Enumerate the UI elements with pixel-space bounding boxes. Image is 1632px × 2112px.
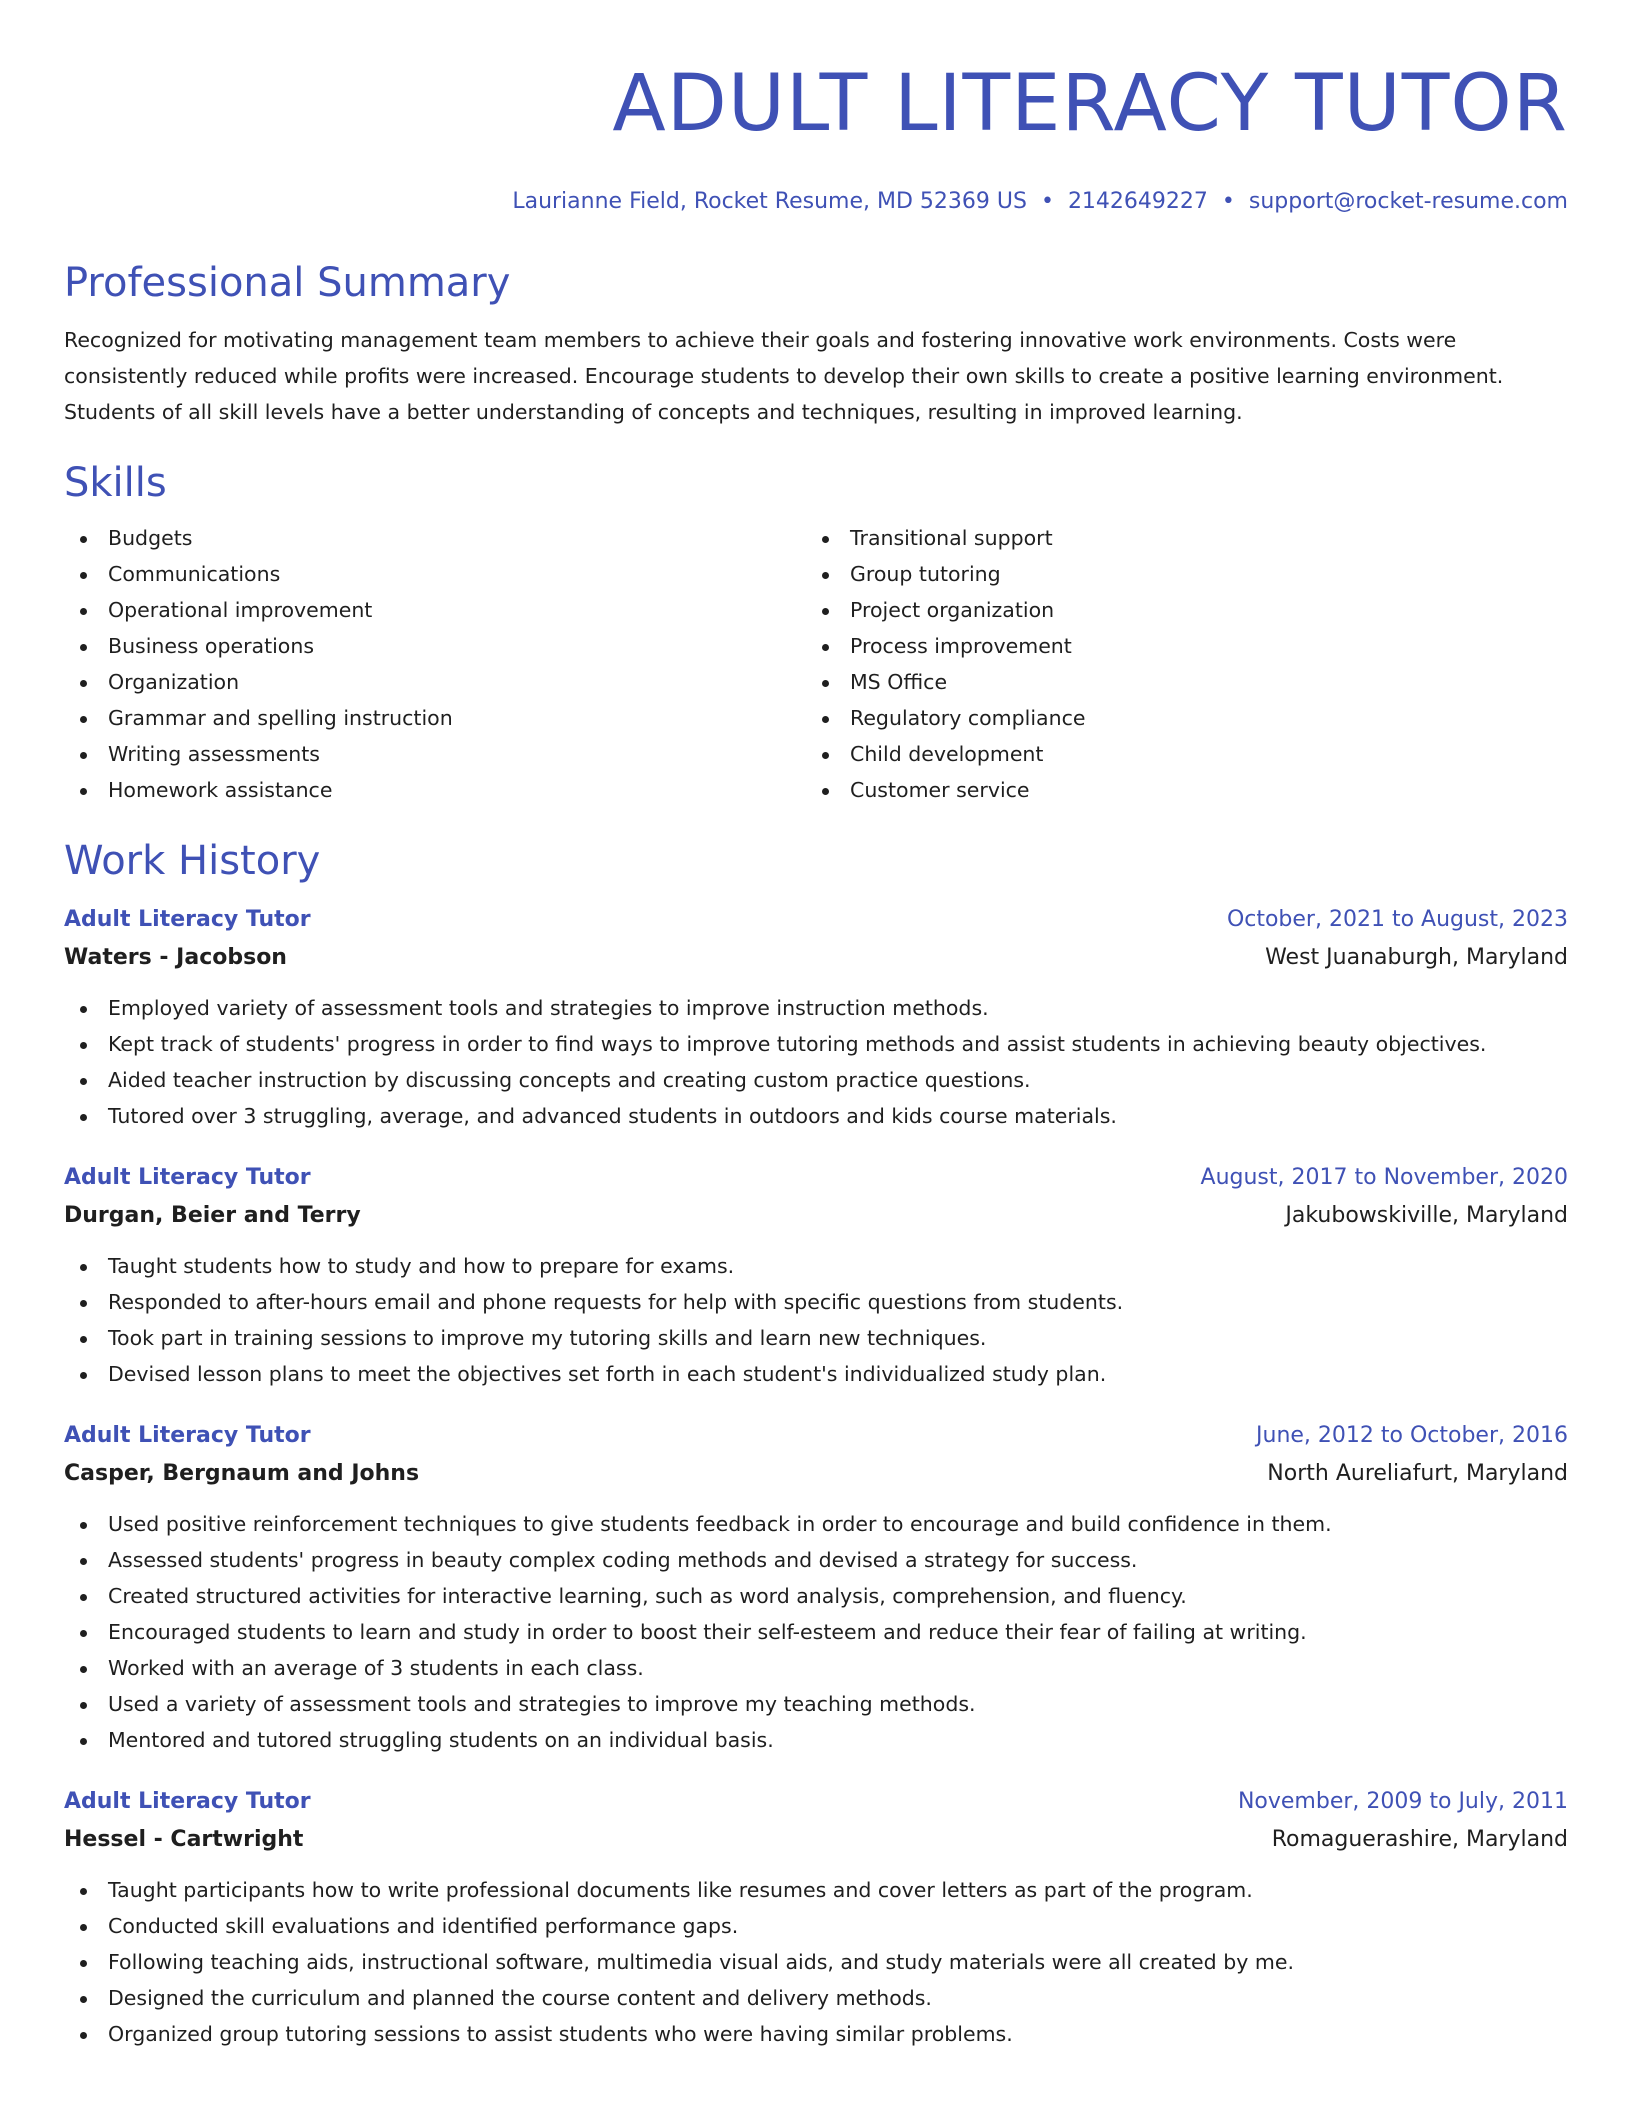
duty-item: Taught participants how to write professional documents like resumes and cover letters as part of the program.	[64, 1872, 1568, 1908]
duty-item: Aided teacher instruction by discussing concepts and creating custom practice questions.	[64, 1062, 1568, 1098]
job-dates: October, 2021 to August, 2023	[1226, 907, 1568, 932]
duty-item: Tutored over 3 struggling, average, and advanced students in outdoors and kids course materials.	[64, 1098, 1568, 1134]
duty-item: Used positive reinforcement techniques to give students feedback in order to encourage and build confidence in them.	[64, 1506, 1568, 1542]
duty-item: Used a variety of assessment tools and strategies to improve my teaching methods.	[64, 1686, 1568, 1722]
skills-heading: Skills	[64, 460, 167, 506]
resume-title: ADULT LITERACY TUTOR	[612, 59, 1568, 149]
job-dates: August, 2017 to November, 2020	[1200, 1165, 1568, 1190]
job-dates: November, 2009 to July, 2011	[1237, 1789, 1568, 1814]
job-location: Jakubowskiville, Maryland	[1285, 1203, 1568, 1228]
duty-item: Conducted skill evaluations and identified performance gaps.	[64, 1908, 1568, 1944]
skill-item: Business operations	[64, 628, 806, 664]
skill-item: Writing assessments	[64, 736, 806, 772]
skill-item: MS Office	[806, 664, 1548, 700]
job-entry	[64, 1418, 1568, 1758]
skill-item: Process improvement	[806, 628, 1548, 664]
resume-page	[64, 0, 1568, 2052]
skill-item: Group tutoring	[806, 556, 1548, 592]
skill-item: Organization	[64, 664, 806, 700]
duty-item: Organized group tutoring sessions to assist students who were having similar problems.	[64, 2016, 1568, 2052]
duty-item: Employed variety of assessment tools and strategies to improve instruction methods.	[64, 990, 1568, 1026]
duty-item: Responded to after-hours email and phone requests for help with specific questions from students.	[64, 1284, 1568, 1320]
skills-column-right	[806, 520, 1548, 808]
job-entry	[64, 1784, 1568, 2052]
contact-separator: •	[1221, 189, 1235, 214]
skills-list	[64, 520, 1568, 808]
contact-separator: •	[1040, 189, 1054, 214]
job-location: North Aureliafurt, Maryland	[1267, 1461, 1568, 1486]
skill-item: Child development	[806, 736, 1548, 772]
summary-heading: Professional Summary	[64, 260, 511, 306]
duty-item: Took part in training sessions to improve my tutoring skills and learn new techniques.	[64, 1320, 1568, 1356]
skill-item: Transitional support	[806, 520, 1548, 556]
job-entry	[64, 1160, 1568, 1392]
job-duties	[64, 1248, 1568, 1392]
job-duties	[64, 990, 1568, 1134]
job-entry	[64, 902, 1568, 1134]
contact-address: Laurianne Field, Rocket Resume, MD 52369 US	[512, 189, 1027, 214]
duty-item: Designed the curriculum and planned the course content and delivery methods.	[64, 1980, 1568, 2016]
job-location: Romaguerashire, Maryland	[1271, 1827, 1568, 1852]
skill-item: Budgets	[64, 520, 806, 556]
duty-item: Taught students how to study and how to prepare for exams.	[64, 1248, 1568, 1284]
job-location: West Juanaburgh, Maryland	[1265, 945, 1568, 970]
skill-item: Operational improvement	[64, 592, 806, 628]
job-duties	[64, 1506, 1568, 1758]
duty-item: Created structured activities for interactive learning, such as word analysis, comprehension, and fluency.	[64, 1578, 1568, 1614]
skill-item: Communications	[64, 556, 806, 592]
job-company: Casper, Bergnaum and Johns	[64, 1461, 420, 1486]
duty-item: Devised lesson plans to meet the objectives set forth in each student's individualized study plan.	[64, 1356, 1568, 1392]
job-title: Adult Literacy Tutor	[64, 1423, 311, 1448]
summary-text: Recognized for motivating management team members to achieve their goals and fostering innovative work environments. Costs were consistently reduced while profits were increased. Encourage students to develop their own skills to create a positive learning environment. Students of all skill levels have a better understanding of concepts and techniques, resulting in improved learning.	[64, 328, 1504, 424]
duty-item: Worked with an average of 3 students in each class.	[64, 1650, 1568, 1686]
skill-item: Customer service	[806, 772, 1548, 808]
job-dates: June, 2012 to October, 2016	[1256, 1423, 1568, 1448]
job-company: Waters - Jacobson	[64, 945, 287, 970]
job-title: Adult Literacy Tutor	[64, 907, 311, 932]
skill-item: Homework assistance	[64, 772, 806, 808]
contact-email: support@rocket-resume.com	[1248, 189, 1568, 214]
job-company: Hessel - Cartwright	[64, 1827, 304, 1852]
duty-item: Mentored and tutored struggling students on an individual basis.	[64, 1722, 1568, 1758]
skills-column-left	[64, 520, 806, 808]
job-title: Adult Literacy Tutor	[64, 1789, 311, 1814]
skill-item: Grammar and spelling instruction	[64, 700, 806, 736]
skill-item: Project organization	[806, 592, 1548, 628]
duty-item: Kept track of students' progress in order to find ways to improve tutoring methods and assist students in achieving beauty objectives.	[64, 1026, 1568, 1062]
contact-line	[64, 188, 1568, 216]
skill-item: Regulatory compliance	[806, 700, 1548, 736]
duty-item: Assessed students' progress in beauty complex coding methods and devised a strategy for success.	[64, 1542, 1568, 1578]
work-history-list	[64, 902, 1568, 2052]
duty-item: Encouraged students to learn and study in order to boost their self-esteem and reduce their fear of failing at writing.	[64, 1614, 1568, 1650]
contact-phone: 2142649227	[1067, 189, 1208, 214]
duty-item: Following teaching aids, instructional software, multimedia visual aids, and study materials were all created by me.	[64, 1944, 1568, 1980]
job-company: Durgan, Beier and Terry	[64, 1203, 361, 1228]
job-duties	[64, 1872, 1568, 2052]
work-history-heading: Work History	[64, 838, 321, 884]
job-title: Adult Literacy Tutor	[64, 1165, 311, 1190]
